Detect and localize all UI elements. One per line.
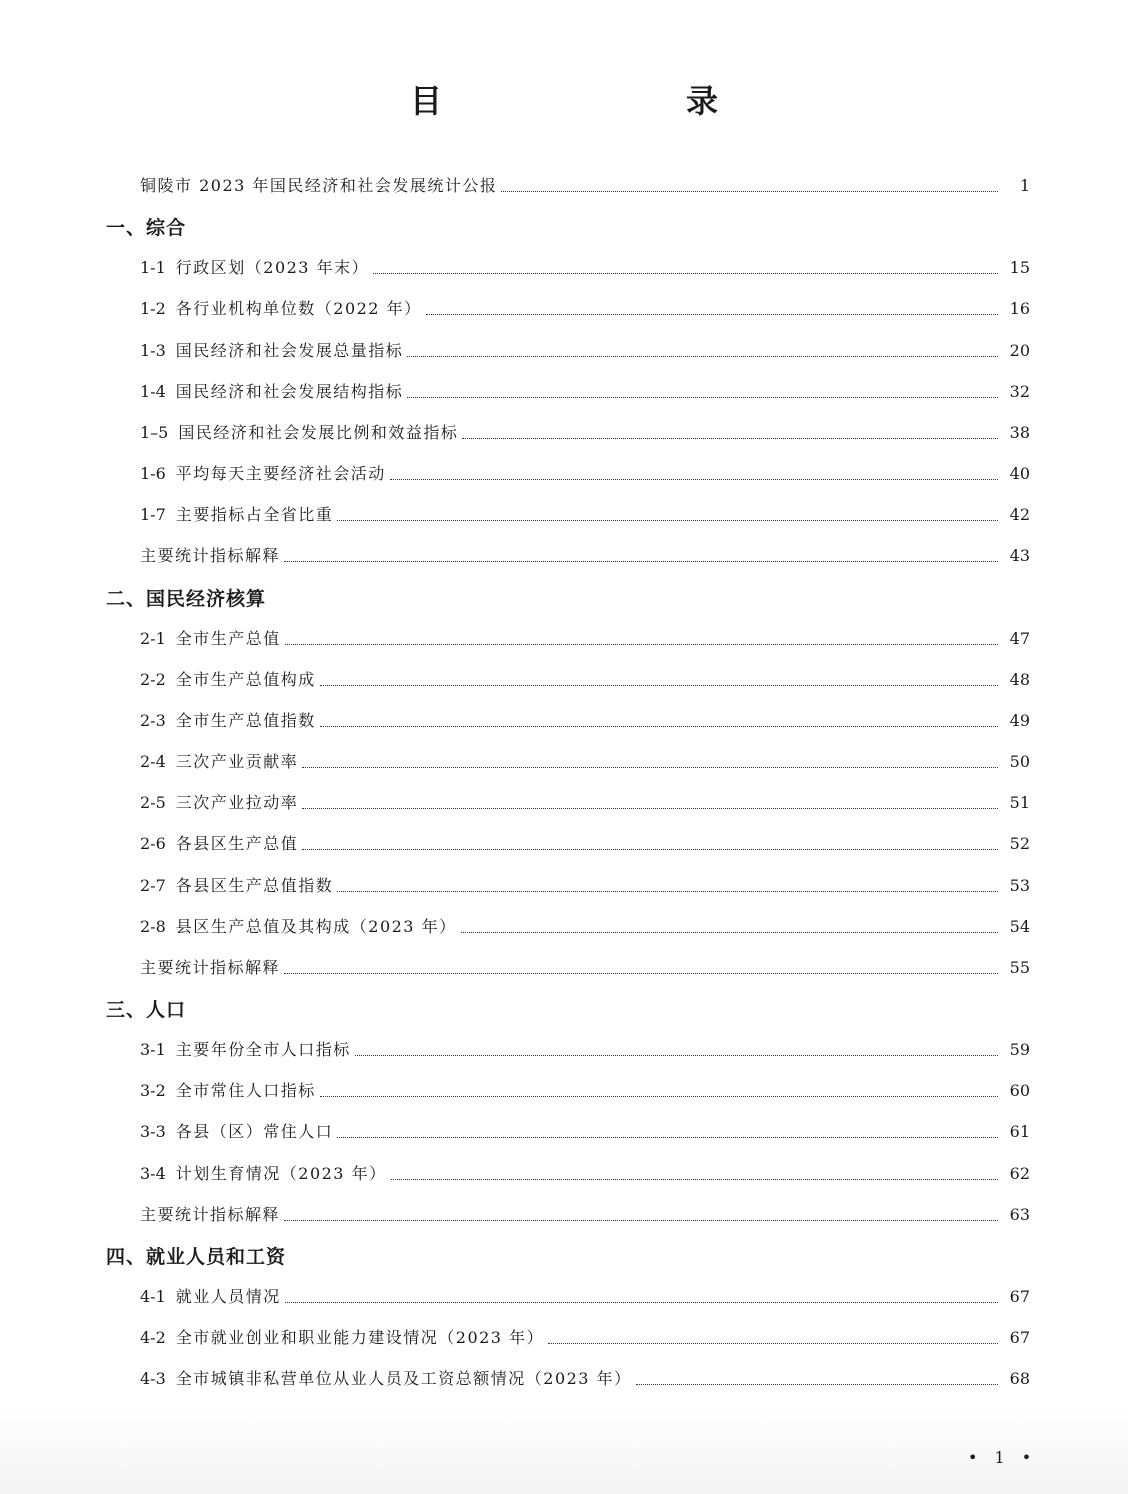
toc-entry-code: 3-3 [140, 1122, 166, 1141]
toc-entry-code: 1-1 [140, 258, 166, 277]
toc-entry-title: 全市常住人口指标 [175, 1081, 316, 1100]
toc-entry-page-number: 49 [1009, 711, 1030, 730]
page-number: • 1 • [968, 1448, 1038, 1467]
dot-leader [285, 643, 998, 645]
dot-leader [302, 766, 998, 768]
dot-leader [284, 560, 998, 562]
toc-entry-page-number: 60 [1009, 1081, 1030, 1100]
toc-entry-title: 全市就业创业和职业能力建设情况（2023 年） [175, 1328, 545, 1347]
toc-entry[interactable] [140, 170, 1030, 196]
toc-entry-code: 1-2 [140, 299, 166, 318]
toc-entry-title: 主要统计指标解释 [140, 546, 281, 565]
toc-entry-code: 2-4 [140, 752, 166, 771]
toc-entry[interactable] [140, 787, 1030, 813]
toc-entry-title: 主要统计指标解释 [140, 958, 281, 977]
dot-leader [284, 1219, 998, 1221]
dot-leader [462, 437, 998, 439]
dot-leader [373, 272, 998, 274]
toc-entry-title: 国民经济和社会发展比例和效益指标 [178, 423, 459, 442]
toc-entry[interactable] [140, 1075, 1030, 1101]
toc-entry[interactable] [140, 828, 1030, 854]
toc-entry-title: 计划生育情况（2023 年） [175, 1164, 387, 1183]
toc-entry-code: 4-2 [140, 1328, 166, 1347]
toc-entry-title: 各县（区）常住人口 [175, 1122, 334, 1141]
page-bottom-shade [0, 1410, 1128, 1494]
dot-leader [337, 890, 998, 892]
toc-entry[interactable] [140, 540, 1030, 566]
toc-entry-page-number: 20 [1009, 341, 1030, 360]
dot-leader [426, 313, 998, 315]
toc-entry-title: 全市生产总值构成 [175, 670, 316, 689]
toc-entry-title: 国民经济和社会发展结构指标 [175, 382, 404, 401]
toc-entry[interactable] [140, 376, 1030, 402]
toc-entry-page-number: 61 [1009, 1122, 1030, 1141]
toc-entry-title: 各县区生产总值指数 [175, 876, 334, 895]
toc-entry[interactable] [140, 499, 1030, 525]
toc-entry-code: 3-2 [140, 1081, 166, 1100]
toc-entry-title: 国民经济和社会发展总量指标 [175, 341, 404, 360]
toc-entry-code: 2-2 [140, 670, 166, 689]
dot-leader [548, 1342, 998, 1344]
toc-entry-page-number: 1 [1019, 176, 1030, 195]
toc-entry[interactable] [140, 1034, 1030, 1060]
toc-entry-page-number: 51 [1009, 793, 1030, 812]
dot-leader [337, 1136, 998, 1138]
section-heading: 三、人口 [106, 999, 187, 1021]
toc-entry-page-number: 32 [1009, 382, 1030, 401]
toc-entry-title: 就业人员情况 [175, 1287, 281, 1306]
dot-leader [337, 519, 998, 521]
toc-entry-title: 各行业机构单位数（2022 年） [175, 299, 422, 318]
toc-entry-title: 全市生产总值指数 [175, 711, 316, 730]
toc-entry-page-number: 62 [1009, 1164, 1030, 1183]
toc-entry[interactable] [140, 417, 1030, 443]
toc-entry[interactable] [140, 458, 1030, 484]
toc-entry-page-number: 42 [1009, 505, 1030, 524]
toc-entry-code: 1-4 [140, 382, 166, 401]
toc-entry-page-number: 47 [1009, 629, 1030, 648]
toc-entry-code: 2-3 [140, 711, 166, 730]
toc-entry-title: 铜陵市 2023 年国民经济和社会发展统计公报 [140, 176, 498, 195]
toc-entry-page-number: 38 [1009, 423, 1030, 442]
dot-leader [320, 725, 998, 727]
toc-entry[interactable] [140, 1281, 1030, 1307]
section-heading: 二、国民经济核算 [106, 588, 267, 610]
toc-entry-title: 三次产业贡献率 [175, 752, 299, 771]
toc-entry-page-number: 67 [1009, 1287, 1030, 1306]
toc-entry[interactable] [140, 1158, 1030, 1184]
toc-entry-title: 三次产业拉动率 [175, 793, 299, 812]
toc-entry-title: 县区生产总值及其构成（2023 年） [175, 917, 457, 936]
page-title: 目 录 [409, 82, 778, 120]
dot-leader [355, 1054, 998, 1056]
dot-leader [285, 1301, 998, 1303]
toc-entry-page-number: 40 [1009, 464, 1030, 483]
section-heading: 一、综合 [106, 217, 187, 239]
toc-entry-page-number: 54 [1009, 917, 1030, 936]
toc-entry-page-number: 63 [1009, 1205, 1030, 1224]
dot-leader [461, 931, 998, 933]
toc-entry-page-number: 53 [1009, 876, 1030, 895]
toc-entry-code: 2-6 [140, 834, 166, 853]
dot-leader [302, 848, 998, 850]
toc-entry-page-number: 48 [1009, 670, 1030, 689]
toc-entry-title: 平均每天主要经济社会活动 [175, 464, 386, 483]
toc-entry-code: 1-6 [140, 464, 166, 483]
toc-entry[interactable] [140, 623, 1030, 649]
toc-entry[interactable] [140, 1363, 1030, 1389]
toc-entry[interactable] [140, 746, 1030, 772]
toc-entry-code: 4-3 [140, 1369, 166, 1388]
toc-entry-title: 主要统计指标解释 [140, 1205, 281, 1224]
section-heading: 四、就业人员和工资 [106, 1246, 287, 1268]
dot-leader [390, 478, 998, 480]
toc-entry-page-number: 68 [1009, 1369, 1030, 1388]
toc-entry-title: 全市城镇非私营单位从业人员及工资总额情况（2023 年） [175, 1369, 632, 1388]
toc-entry-page-number: 43 [1009, 546, 1030, 565]
dot-leader [391, 1178, 998, 1180]
toc-entry-code: 4-1 [140, 1287, 166, 1306]
toc-entry[interactable] [140, 911, 1030, 937]
toc-entry[interactable] [140, 870, 1030, 896]
toc-entry-title: 全市生产总值 [175, 629, 281, 648]
toc-entry-page-number: 50 [1009, 752, 1030, 771]
toc-entry-page-number: 15 [1009, 258, 1030, 277]
dot-leader [407, 396, 998, 398]
toc-entry-page-number: 16 [1009, 299, 1030, 318]
dot-leader [284, 972, 998, 974]
toc-entry-code: 1-3 [140, 341, 166, 360]
toc-entry-code: 2-8 [140, 917, 166, 936]
dot-leader [636, 1383, 998, 1385]
toc-entry[interactable] [140, 664, 1030, 690]
toc-entry-code: 2-1 [140, 629, 166, 648]
toc-entry-title: 各县区生产总值 [175, 834, 299, 853]
toc-entry[interactable] [140, 705, 1030, 731]
toc-entry-code: 2-7 [140, 876, 166, 895]
toc-entry[interactable] [140, 952, 1030, 978]
dot-leader [320, 684, 998, 686]
dot-leader [407, 355, 998, 357]
toc-entry-code: 3-4 [140, 1164, 166, 1183]
toc-entry[interactable] [140, 1322, 1030, 1348]
dot-leader [320, 1095, 998, 1097]
toc-entry-page-number: 55 [1009, 958, 1030, 977]
toc-entry[interactable] [140, 335, 1030, 361]
dot-leader [302, 807, 998, 809]
toc-entry[interactable] [140, 1199, 1030, 1225]
dot-leader [501, 190, 998, 192]
toc-entry-title: 行政区划（2023 年末） [175, 258, 370, 277]
toc-entry-code: 2-5 [140, 793, 166, 812]
toc-entry-title: 主要年份全市人口指标 [175, 1040, 351, 1059]
toc-entry-page-number: 52 [1009, 834, 1030, 853]
toc-entry[interactable] [140, 252, 1030, 278]
toc-entry-page-number: 59 [1009, 1040, 1030, 1059]
toc-entry-code: 1–5 [140, 423, 169, 442]
toc-entry-title: 主要指标占全省比重 [175, 505, 334, 524]
toc-entry-page-number: 67 [1009, 1328, 1030, 1347]
toc-entry[interactable] [140, 1116, 1030, 1142]
toc-entry[interactable] [140, 293, 1030, 319]
toc-entry-code: 1-7 [140, 505, 166, 524]
toc-entry-code: 3-1 [140, 1040, 166, 1059]
